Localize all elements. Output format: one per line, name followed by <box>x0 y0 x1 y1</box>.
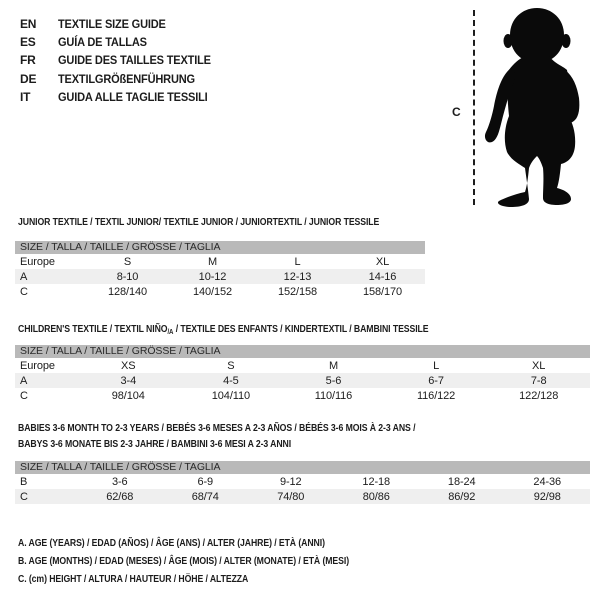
footnote-age-months: B. AGE (MONTHS) / EDAD (MESES) / ÂGE (MOIS) / ALTER (MONATE) / ETÀ (MESI) <box>18 556 350 567</box>
age-range-cell: 12-18 <box>362 475 391 488</box>
junior-section-title: JUNIOR TEXTILE / TEXTIL JUNIOR/ TEXTILE JUNIOR / JUNIORTEXTIL / JUNIOR TESSILE <box>18 217 380 228</box>
language-label: GUÍA DE TALLAS <box>58 35 147 50</box>
row-label-cell: C <box>15 489 77 504</box>
row-label-cell: Europe <box>20 255 55 268</box>
footnote-height: C. (cm) HEIGHT / ALTURA / HAUTEUR / HÖHE / ALTEZZA <box>18 574 249 585</box>
age-range-cell: 12-13 <box>255 269 340 284</box>
children-section-title <box>18 324 428 337</box>
junior-size-table <box>15 241 425 299</box>
size-header-cell: XS <box>121 359 136 372</box>
language-code: ES <box>20 35 36 50</box>
size-header-cell: S <box>123 255 132 268</box>
height-range-cell: 110/116 <box>314 389 353 402</box>
row-label-cell: A <box>15 269 85 284</box>
size-header-cell: S <box>227 359 235 372</box>
table-row <box>15 269 425 284</box>
height-range-cell: 116/122 <box>416 389 456 402</box>
height-range-cell: 68/74 <box>163 489 249 504</box>
size-header-cell: XL <box>532 359 546 372</box>
language-code: FR <box>20 53 36 68</box>
children-title-subscript: /A <box>167 328 174 336</box>
babies-size-header-bar: SIZE / TALLA / TAILLE / GRÖSSE / TAGLIA <box>15 461 590 474</box>
size-header-cell: L <box>294 255 301 268</box>
children-title-suffix: / TEXTILE DES ENFANTS / KINDERTEXTIL / BAMBINI TESSILE <box>173 324 429 335</box>
table-row <box>15 388 590 403</box>
height-range-cell: 158/170 <box>362 285 403 298</box>
junior-size-header-bar: SIZE / TALLA / TAILLE / GRÖSSE / TAGLIA <box>15 241 425 254</box>
row-label-cell: Europe <box>20 359 55 372</box>
children-title-prefix: CHILDREN'S TEXTILE / TEXTIL NIÑO <box>18 324 168 335</box>
age-range-cell: 4-5 <box>180 373 283 388</box>
age-range-cell: 5-6 <box>282 373 385 388</box>
height-range-cell: 104/110 <box>211 389 251 402</box>
height-range-cell: 140/152 <box>192 285 233 298</box>
height-range-cell: 122/128 <box>519 389 559 402</box>
language-row <box>20 70 224 88</box>
table-row <box>15 254 425 269</box>
height-range-cell: 128/140 <box>107 285 148 298</box>
language-row <box>20 33 224 51</box>
baby-silhouette <box>481 6 593 207</box>
language-label: TEXTILGRÖßENFÜHRUNG <box>58 71 195 86</box>
language-label: GUIDA ALLE TAGLIE TESSILI <box>58 89 208 104</box>
language-code: IT <box>20 89 31 104</box>
language-row <box>20 51 224 69</box>
row-label-cell: C <box>20 285 28 298</box>
age-range-cell: 10-12 <box>170 269 255 284</box>
height-range-cell: 86/92 <box>419 489 505 504</box>
table-row <box>15 489 590 504</box>
height-range-cell: 152/158 <box>277 285 318 298</box>
babies-title-line1: BABIES 3-6 MONTH TO 2-3 YEARS / BEBÉS 3-6 MESES A 2-3 AÑOS / BÉBÉS 3-6 MOIS À 2-3 ANS / <box>18 423 416 434</box>
row-label-cell: C <box>20 389 28 402</box>
height-measure-label: C <box>452 105 461 119</box>
table-row <box>15 373 590 388</box>
table-row <box>15 284 425 299</box>
height-range-cell: 62/68 <box>77 489 163 504</box>
language-row <box>20 88 224 106</box>
row-label-cell: B <box>20 475 28 488</box>
age-range-cell: 18-24 <box>447 475 476 488</box>
language-label: TEXTILE SIZE GUIDE <box>58 17 166 32</box>
language-code: DE <box>20 71 37 86</box>
babies-title-line2: BABYS 3-6 MONATE BIS 2-3 JAHRE / BAMBINI 3-6 MESI A 2-3 ANNI <box>18 439 292 450</box>
height-range-cell: 80/86 <box>334 489 420 504</box>
height-range-cell: 92/98 <box>505 489 591 504</box>
age-range-cell: 6-7 <box>385 373 488 388</box>
height-range-cell: 98/104 <box>111 389 145 402</box>
size-header-cell: XL <box>375 255 390 268</box>
babies-section-title <box>18 423 475 451</box>
age-range-cell: 9-12 <box>279 475 302 488</box>
size-header-cell: M <box>328 359 339 372</box>
language-row <box>20 15 224 33</box>
age-range-cell: 14-16 <box>340 269 425 284</box>
age-range-cell: 8-10 <box>85 269 170 284</box>
footnotes-block <box>18 535 398 589</box>
language-label: GUIDE DES TAILLES TEXTILE <box>58 53 211 68</box>
children-size-table <box>15 345 590 403</box>
age-range-cell: 7-8 <box>487 373 590 388</box>
children-size-header-bar: SIZE / TALLA / TAILLE / GRÖSSE / TAGLIA <box>15 345 590 358</box>
size-header-cell: M <box>207 255 218 268</box>
language-guide-list <box>20 15 224 106</box>
age-range-cell: 3-4 <box>77 373 180 388</box>
height-range-cell: 74/80 <box>248 489 334 504</box>
age-range-cell: 3-6 <box>111 475 128 488</box>
babies-size-table <box>15 461 590 504</box>
table-row <box>15 358 590 373</box>
table-row <box>15 474 590 489</box>
age-range-cell: 6-9 <box>197 475 214 488</box>
language-code: EN <box>20 17 37 32</box>
age-range-cell: 24-36 <box>533 475 562 488</box>
footnote-age-years: A. AGE (YEARS) / EDAD (AÑOS) / ÂGE (ANS) / ALTER (JAHRE) / ETÀ (ANNI) <box>18 538 325 549</box>
row-label-cell: A <box>15 373 77 388</box>
height-measure-dashed-line <box>473 10 475 205</box>
size-header-cell: L <box>433 359 440 372</box>
